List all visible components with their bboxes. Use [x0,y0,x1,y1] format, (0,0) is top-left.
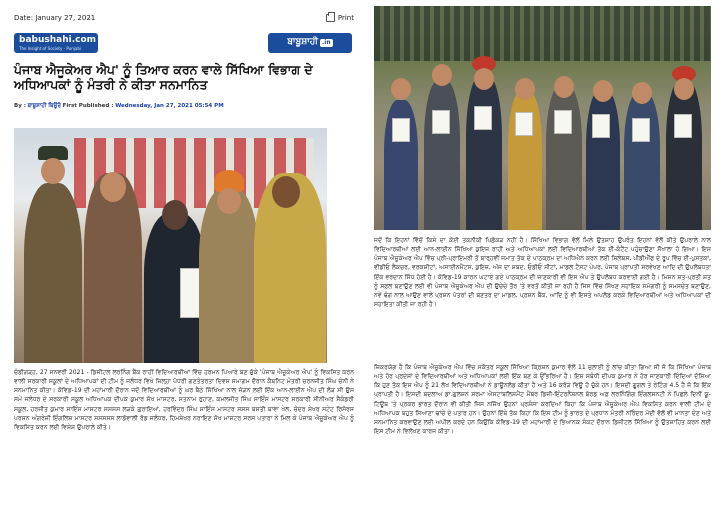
byline-author[interactable]: ਬਾਬੂਸ਼ਾਹੀ ਬਿਊਰੋ [27,103,61,109]
person-figure [586,90,620,230]
print-label: Print [337,14,354,22]
person-figure [666,80,702,230]
person-figure [508,90,542,230]
person-head [632,82,652,104]
person-head [100,172,126,202]
certificate [674,114,692,138]
article-photo-group [374,6,711,230]
babushahi-logo[interactable] [14,33,98,53]
person-head [593,80,613,102]
person-figure [624,92,660,230]
person-head [554,76,574,98]
person-figure [466,75,502,230]
certificate [474,106,492,130]
certificate [515,112,533,136]
person-head [217,188,241,214]
person-head [391,78,411,100]
print-button[interactable] [326,14,354,22]
person-head [41,158,65,184]
article-date: Date: January 27, 2021 [14,14,96,22]
certificate [632,118,650,142]
person-head [162,200,188,230]
logo-right-text: ਬਾਬੂਸ਼ਾਹੀ [287,37,318,47]
article-paragraph: ਜਦੋਂ ਕਿ ਇਹਨਾਂ ਵਿੱਚੋਂ ਕਿਸੇ ਦਾ ਕੋਈ ਤਕਨੀਕੀ ਪਿਛੋਕੜ ਨਹੀਂ ਹੈ। ਸਿੱਖਿਆ ਵਿਭਾਗ ਵੱਲੋਂ ਮਿਲੇ ਉਤਸ਼ਾਹ ਉਪਰੰਤ ਇਹਨਾਂ ਵੱਲੋਂ ਕੀਤੇ ਉਪਰਾਲੇ ਨਾਲ ਵਿਦਿਆਰਥੀਆਂ ਲਈ ਆਨ-ਲਾਈਨ ਸਿੱਖਿਆ ਕੁਇਜ਼ ਰਾਹੀਂ ਅਤੇ ਅਧਿਆਪਕਾਂ ਲਈ ਵਿਦਿਆਰਥੀਆਂ ਤੱਕ ਈ-ਕੰਟੈਂਟ ਪਹੁੰਚਾਉਣਾ ਸੌਖਾਲਾ ਹੋ ਗਿਆ। ਇਸ ਪੰਜਾਬ ਐਜੂਕੇਅਰ ਐਪ ਵਿੱਚ ਪ੍ਰੀ-ਪ੍ਰਾਇਮਰੀ ਤੋਂ ਬਾਰ੍ਹਵੀਂ ਜਮਾਤ ਤੱਕ ਦੇ ਪਾਠਕ੍ਰਮ ਦਾ ਅਧਿਐਨ ਕਰਨ ਲਈ ਸਿਲੇਬਸ, ਪੀਡੀਐੱਫ ਦੇ ਰੂਪ ਵਿੱਚ ਈ-ਪੁਸਤਕਾਂ, ਵੀਡੀਓ ਲੈਕਚਰ, ਵਰਕਸ਼ੀਟਾਂ, ਅਸਾਈਨਮੈਂਟਸ, ਕੁਇਜ਼, ਅੱਜ ਦਾ ਸ਼ਬਦ, ਓਡੀਓ ਸੀਟਾਂ, ਮਾਡਲ ਟੈਸਟ ਪੇਪਰ, ਪੰਜਾਬ ਪ੍ਰਾਪਤੀ ਸਰਵੇਖਣ ਆਦਿ ਦੀ ਉਪਲੱਬਧਤਾ ਇੱਕ ਵਰਦਾਨ ਸਿੱਧ ਹੋਈ ਹੈ। ਕੋਵਿਡ-19 ਕਾਰਨ ਘਟਾਏ ਗਏ ਪਾਠਕ੍ਰਮ ਦੀ ਜਾਣਕਾਰੀ ਵੀ ਇਸ ਐਪ ਤੇ ਉਪਲੱਬਧ ਕਰਵਾਈ ਗਈ ਹੈ। ਮਿਸ਼ਨ ਸ਼ਤ-ਪ੍ਰਤੀ ਸ਼ਤ ਨੂੰ ਸਫ਼ਲ ਬਣਾਉਣ ਲਈ ਵੀ ਪੰਜਾਬ ਐਜੂਕੇਅਰ ਐਪ ਦੀ ਉਚੇਚੇ ਤੌਰ 'ਤੇ ਵਰਤੋਂ ਕੀਤੀ ਜਾ ਰਹੀ ਹੈ ਜਿਸ ਵਿੱਚ ਸਿੱਖਣ ਸਹਾਇਕ ਸਮੱਗਰੀ ਨੂੰ ਸਮਸਚੇਤ ਬਣਾਉਣ, ਨਵੇਂ ਢੰਗ ਨਾਲ ਆਉਣ ਵਾਲੇ ਪ੍ਰਸ਼ਨ ਪੱਤਰਾਂ ਦੀ ਬਣਤਰ ਦਾ ਮਾਡਲ, ਪ੍ਰਸ਼ਨ ਬੈਂਕ, ਆਦਿ ਨੂੰ ਵੀ ਇਸਤੇ ਅਪਲੋਡ ਕਰਕੇ ਵਿਦਿਆਰਥੀਆਂ ਅਤੇ ਅਧਿਆਪਕਾਂ ਦੀ ਸਹਾਇਤਾ ਕੀਤੀ ਜਾ ਰਹੀ ਹੈ। [374,237,711,309]
top-bar [14,14,354,26]
first-published-value: Wednesday, Jan 27, 2021 05:54 PM [115,103,224,109]
certificate [554,110,572,134]
person-head [432,64,452,86]
logo-right-badge: .in [322,39,331,46]
printer-icon [326,14,335,22]
article-paragraph: ਚੰਡੀਗੜ੍ਹ, 27 ਜਨਵਰੀ 2021 - ਡਿਜੀਟਲ ਲਰਨਿੰਗ ਬੈਂਕ ਰਾਹੀਂ ਵਿਦਿਆਰਥੀਆਂ ਵਿੱਚ ਹਰਮਨ ਪਿਆਰੇ ਬਣ ਚੁੱਕੇ 'ਪੰਜਾਬ ਐਜੂਕੇਅਰ ਐਪ' ਨੂੰ ਵਿਕਸਿਤ ਕਰਨ ਵਾਲੀ ਸਰਕਾਰੀ ਸਕੂਲਾਂ ਦੇ ਅਧਿਆਪਕਾਂ ਦੀ ਟੀਮ ਨੂੰ ਜਲੰਧਰ ਵਿਖੇ ਜ਼ਿਲ੍ਹਾ ਪੱਧਰੀ ਗਣਤੰਤਰਤਾ ਦਿਵਸ ਸਮਾਗਮ ਦੌਰਾਨ ਕੈਬਨਿਟ ਮੰਤਰੀ ਚਰਨਜੀਤ ਸਿੰਘ ਚੰਨੀ ਨੇ ਸਨਮਾਨਿਤ ਕੀਤਾ। ਕੋਵਿਡ-19 ਦੀ ਮਹਾਂਮਾਰੀ ਦੌਰਾਨ ਜਦੋਂ ਵਿਦਿਆਰਥੀਆਂ ਨੂੰ ਘਰ ਬੈਠੇ ਸਿੱਖਿਆ ਨਾਲ ਜੋੜਨ ਲਈ ਇੱਕ ਆਨ-ਲਾਈਨ ਐਪ ਦੀ ਲੋੜ ਸੀ ਉਸ ਸਮੇਂ ਜਲੰਧਰ ਦੇ ਸਰਕਾਰੀ ਸਕੂਲ ਅਧਿਆਪਕ ਦੀਪਕ ਕੁਮਾਰ ਸੋਖ ਮਾਸਟਰ, ਸਤਨਾਮ ਰੁਹਾਣ, ਕਮਲਜੀਤ ਸਿੰਘ ਸਾਇੰਸ ਮਾਸਟਰ ਸਰਕਾਰੀ ਸੀਨੀਅਰ ਸੈਕੰਡਰੀ ਸਕੂਲ, ਹਰਜੀਤ ਕੁਮਾਰ ਸਾਇੰਸ ਮਾਸਟਰ ਸਸਸਸ ਲੜਕੇ ਗੁਰਾਇਆਂ, ਹਰਵਿੰਦਰ ਸਿੰਘ ਸਾਇੰਸ ਮਾਸਟਰ ਸਸਸ ਬਸਤੀ ਬਾਵਾ ਖੇਲ, ਚੰਦਰ ਸ਼ੇਖਰ ਸਟੇਟ ਰਿਸੋਰਸ ਪਰਸਨ ਅੰਗਰੇਜ਼ੀ ਇੰਗਲਿਸ਼ ਮਾਸਟਰ ਸਸਸਸਸ ਲਾਡੋਵਾਲੀ ਰੋਡ ਜਲੰਧਰ, ਹਿਮਸ਼ੇਖਰ ਨਰਾਇਣ ਸੋਖ ਮਾਸਟਰ ਸਰਸ ਪਤਾਰਾ ਨੇ ਮਿਲ ਕੇ ਪੰਜਾਬ ਐਜੂਕੇਅਰ ਐਪ ਨੂੰ ਵਿਕਸਿਤ ਕਰਨ ਲਈ ਵਿਸ਼ੇਸ਼ ਉਪਰਾਲੇ ਕੀਤੇ। [14,369,354,431]
first-published-label: First Published : [62,103,114,109]
article-paragraph: ਜ਼ਿਕਰਯੋਗ ਹੈ ਕਿ ਪੰਜਾਬ ਐਜੂਕੇਅਰ ਐਪ ਵਿੱਚ ਸਕੱਤਰ ਸਕੂਲ ਸਿੱਖਿਆ ਕ੍ਰਿਸ਼ਨ ਕੁਮਾਰ ਵੱਲੋਂ 11 ਜੁਲਾਈ ਨੂੰ ਲਾਂਚ ਕੀਤਾ ਗਿਆ ਸੀ ਜੋ ਕਿ ਸਿੱਖਿਆ ਪੰਜਾਬ ਅਤੇ ਹੋਰ ਪ੍ਰਦੇਸ਼ਾਂ ਦੇ ਵਿਦਿਆਰਥੀਆਂ ਅਤੇ ਅਧਿਆਪਕਾਂ ਲਈ ਇੱਕ ਬਣ ਕੇ ਉੱਭਰਿਆ ਹੈ। ਇਸ ਸਬੰਧੀ ਦੀਪਕ ਕੁਮਾਰ ਨੇ ਹੋਰ ਜਾਣਕਾਰੀ ਦਿੰਦਿਆਂ ਦੱਸਿਆ ਕਿ ਹੁਣ ਤੱਕ ਇਸ ਐਪ ਨੂੰ 21 ਲੱਖ ਵਿਦਿਆਰਥੀਆਂ ਨੇ ਡਾਊਨਲੋਡ ਕੀਤਾ ਹੈ ਅਤੇ 16 ਕਰੋੜ ਵਿਊ ਹੋ ਚੁੱਕੇ ਹਨ। ਇਸਦੀ ਗੂਗਲ ਤੇ ਰੇਟਿੰਗ 4.5 ਹੈ ਜੋ ਕਿ ਇੱਕ ਪ੍ਰਾਪਤੀ ਹੈ। ਇਸਦੀ ਬਦਲਾਅ ਡਾ.ਗੁਲਸ਼ਨ ਸਰਮਾ ਐਸਟਾਬਲਿਸ਼ਮੈਂਟ ਮੈਂਬਰ ਡਿਜੀ-ਇੰਟਰਨੈਸ਼ਨਲ ਬੋਰਡ ਅਫ਼ ਲਰਨਿੰਗਿੰਗ ਇੰਗਲਸਨਟੀ ਨੇ ਪਿਛਲੇ ਦਿਨੀਂ ਯੂ-ਟਿਊਬ 'ਤੇ ਪ੍ਰਕਰ ਭਾਰਤ ਦੌਰਾਨ ਵੀ ਕੀਤੀ ਜਿਸ ਨਜ਼ਿੱਖ ਉਹਨਾਂ ਪ੍ਰਸ਼ੰਸਾ ਕਰਦਿਆਂ ਕਿਹਾ ਕਿ ਪੰਜਾਬ ਐਜੂਕੇਅਰ ਐਪ ਵਿਕਸਿਤ ਕਰਨ ਵਾਲੀ ਟੀਮ ਦੇ ਅਧਿਆਪਕ ਬਹੁਤ ਸਿਆਣਾ ਢਾਂਚੇ ਦੇ ਪਤਾਰ ਹਨ। ਉਹਨਾਂ ਇੱਥੇ ਤੱਕ ਕਿਹਾ ਕਿ ਇਸ ਟੀਮ ਨੂੰ ਭਾਰਤ ਦੇ ਪ੍ਰਧਾਨ ਮੰਤਰੀ ਨਰਿੰਦਰ ਮੋਦੀ ਵੱਲੋਂ ਵੀ ਮਾਨਤਾ ਦੇਣ ਅਤੇ ਸਨਮਾਨਿਤ ਕਰਵਾਉਣ ਲਈ ਅਪੀਲ ਕਰਦੇ ਹਨ ਕਿਉਂਕਿ ਕੋਵਿਡ-19 ਦੀ ਮਹਾਂਮਾਰੀ ਦੇ ਭਿਆਨਕ ਸੰਕਟ ਦੌਰਾਨ ਡਿਜੀਟਲ ਸਿੱਖਿਆ ਨੂੰ ਉਤਸ਼ਾਹਿਤ ਕਰਨ ਲਈ ਇਸ ਟੀਮ ਨੇ ਵਿਲੱਖਣ ਕਾਰਜ ਕੀਤਾ। [374,364,711,436]
certificate [392,118,410,142]
person-figure [24,183,82,363]
article-photo-ceremony [14,128,327,363]
stadium-crowd [374,6,711,61]
person-head [674,78,694,100]
person-head [272,176,300,208]
article-headline: ਪੰਜਾਬ ਐਜੂਕੇਅਰ ਐਪ' ਨੂੰ ਤਿਆਰ ਕਰਨ ਵਾਲੇ ਸਿੱਖਿਆ ਵਿਭਾਗ ਦੇ ਅਧਿਆਪਕਾਂ ਨੂੰ ਮੰਤਰੀ ਨੇ ਕੀਤਾ ਸਨਮਾਨਿਤ [14,62,313,92]
person-figure [199,188,259,363]
logo-left-text: babushahi.com [19,35,97,45]
person-head [515,78,535,100]
logo-left-tagline: The Insight of Society - Punjabi [19,46,81,51]
person-head [474,68,494,90]
certificate [432,110,450,134]
byline-by-label: By : [14,103,26,109]
byline [14,103,354,110]
babushahi-in-logo[interactable] [268,33,352,53]
certificate [592,114,610,138]
person-figure [424,80,460,230]
person-figure [546,85,582,230]
